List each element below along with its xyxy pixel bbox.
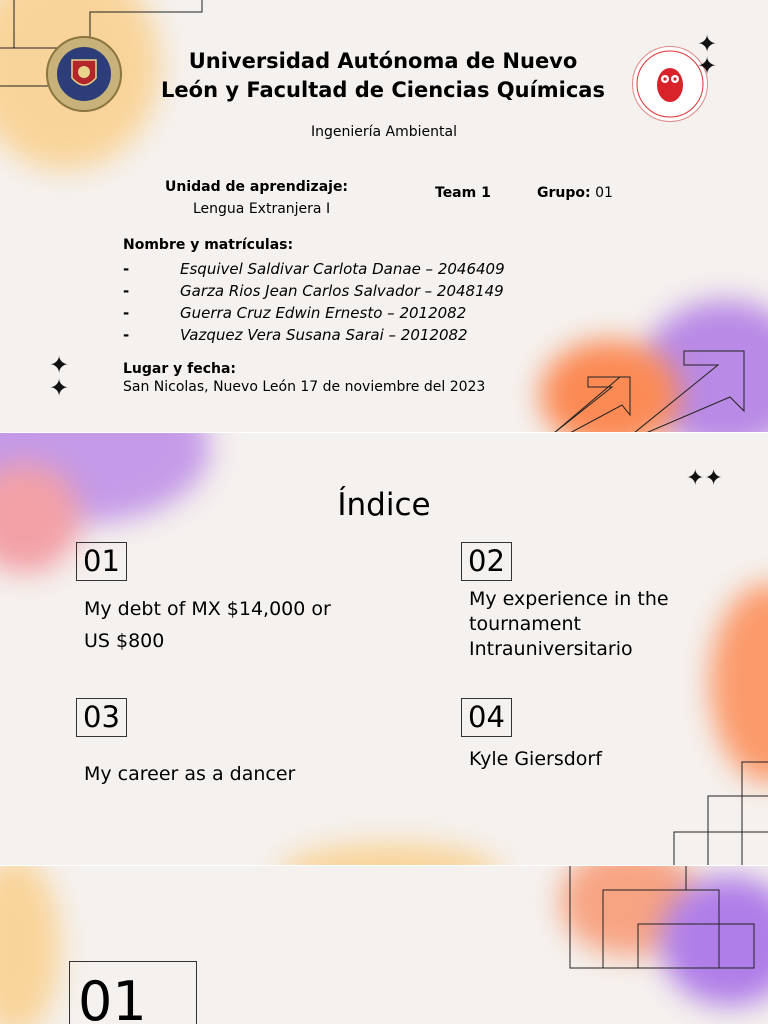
cover-slide [0, 0, 768, 433]
peach-blob [280, 843, 500, 866]
index-number-03: 03 [76, 698, 127, 737]
index-item-03: My career as a dancer [84, 763, 296, 785]
index-item-04: Kyle Giersdorf [469, 748, 602, 770]
section-number-box [69, 961, 197, 1024]
section-slide [0, 866, 768, 1024]
index-heading: Índice [337, 487, 431, 523]
arrow-up-right-icon [550, 345, 750, 433]
page-title [110, 47, 656, 105]
sparkle-star-icon: ✦ [697, 52, 718, 80]
sparkle-stars-icon: ✦✦ [686, 466, 723, 491]
sparkle-star-icon: ✦ [49, 374, 70, 402]
unit-value: Lengua Extranjera I [193, 201, 331, 217]
group-value: 01 [595, 185, 613, 201]
index-item-01: My debt of MX $14,000 or US $800 [84, 598, 331, 652]
program-name: Ingeniería Ambiental [311, 124, 457, 140]
stairs-decoration [670, 758, 768, 866]
list-item: - Garza Rios Jean Carlos Salvador – 2048149 [123, 282, 504, 300]
index-number-04: 04 [461, 698, 512, 737]
index-item-02: My experience in the tournament Intrauniversitario [469, 588, 669, 660]
list-item: - Vazquez Vera Susana Sarai – 2012082 [123, 326, 468, 344]
list-item: - Guerra Cruz Edwin Ernesto – 2012082 [123, 304, 467, 322]
place-label: Lugar y fecha: [123, 361, 237, 377]
names-list [123, 258, 643, 346]
unit-label: Unidad de aprendizaje: [165, 179, 349, 195]
nested-rectangles-decoration [568, 866, 768, 971]
index-number-01: 01 [76, 542, 127, 581]
index-slide [0, 433, 768, 866]
group-label: Grupo: [537, 185, 591, 201]
peach-blob [0, 866, 60, 1024]
place-value: San Nicolas, Nuevo León 17 de noviembre del 2023 [123, 379, 486, 395]
names-label: Nombre y matrículas: [123, 237, 294, 253]
section-number: 01 [78, 970, 147, 1024]
title-line-1: Universidad Autónoma de Nuevo [188, 49, 578, 73]
index-number-02: 02 [461, 542, 512, 581]
group-field [537, 185, 613, 201]
list-item: - Esquivel Saldivar Carlota Danae – 2046409 [123, 260, 505, 278]
sparkle-star-icon: ✦ [697, 30, 718, 58]
sparkle-star-icon: ✦ [49, 351, 70, 379]
title-line-2: León y Facultad de Ciencias Químicas [161, 78, 605, 102]
team-label: Team 1 [435, 185, 491, 201]
